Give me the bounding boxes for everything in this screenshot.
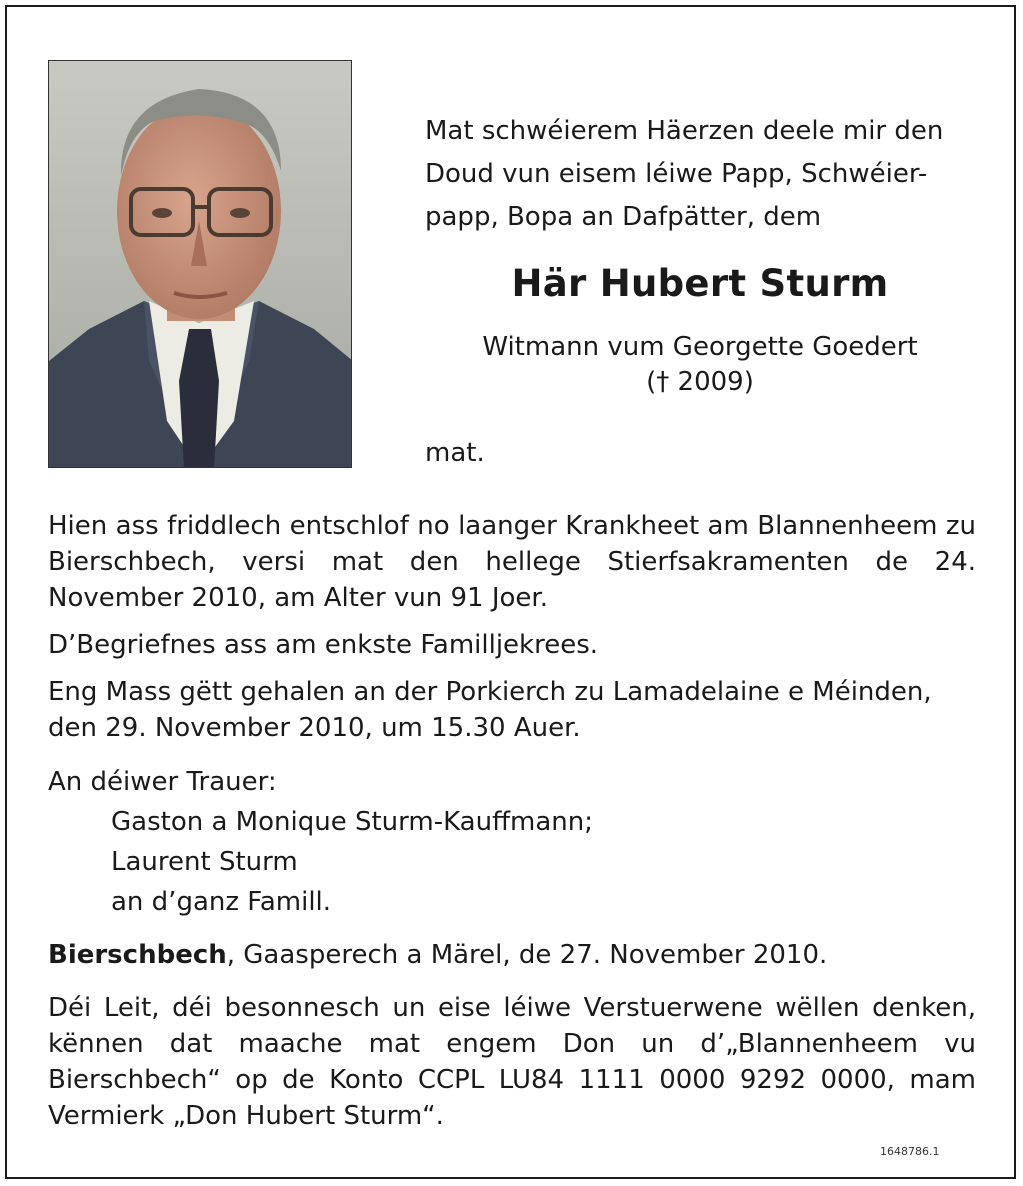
- mourners-heading: An déiwer Trauer:: [48, 767, 277, 797]
- place-date-line: [48, 935, 976, 975]
- mourners-block: [48, 762, 976, 922]
- deceased-name: Här Hubert Sturm: [511, 262, 889, 305]
- funeral-paragraph: D’Begriefnes ass am enkste Familljekrees.: [48, 630, 599, 660]
- mass-paragraph: Eng Mass gëtt gehalen an der Porkierch zu Lamadelaine e Méinden, den 29. November 2010, um 15.30 Auer.: [48, 677, 932, 743]
- donation-paragraph: Déi Leit, déi besonnesch un eise léiwe Verstuerwene wëllen denken, kënnen dat maache mat engem Don un d’„Blannenheem vu Bierschbech“ op de Konto CCPL LU84 1111 0000 9292 0000, mam Vermierk „Don Hubert Sturm“.: [48, 993, 976, 1131]
- intro-line: Mat schwéierem Häerzen deele mir den: [425, 116, 944, 146]
- mourner-line: an d’ganz Famill.: [111, 887, 332, 917]
- mourner-line: Gaston a Monique Sturm-Kauffmann;: [111, 807, 593, 837]
- widower-death-year: († 2009): [646, 367, 754, 397]
- intro-closing: mat.: [425, 438, 485, 468]
- mourner-line: Laurent Sturm: [111, 847, 298, 877]
- portrait-photo: [48, 60, 352, 468]
- intro-line: papp, Bopa an Dafpätter, dem: [425, 202, 822, 232]
- intro-line: Doud vun eisem léiwe Papp, Schwéier-: [425, 159, 928, 189]
- place-date: , Gaasperech a Märel, de 27. November 2010.: [226, 940, 828, 970]
- widower-note: [420, 330, 980, 400]
- reference-number: 1648786.1: [880, 1145, 940, 1158]
- intro-text: [425, 110, 985, 239]
- death-paragraph: Hien ass friddlech entschlof no laanger Krankheet am Blannenheem zu Bierschbech, versi mat den hellege Stierfsakramenten de 24. November 2010, am Alter vun 91 Joer.: [48, 511, 976, 613]
- place-town: Bierschbech: [48, 940, 227, 970]
- widower-line: Witmann vum Georgette Goedert: [482, 332, 918, 362]
